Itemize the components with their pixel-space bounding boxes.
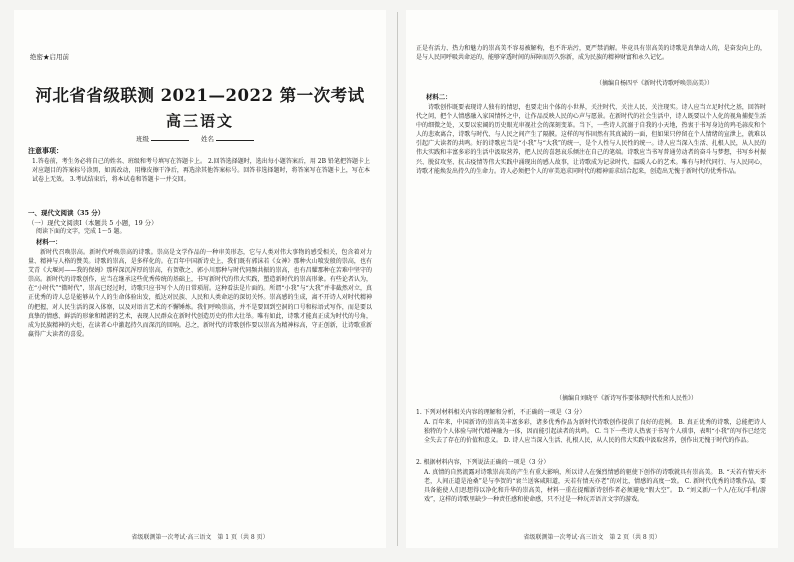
material-one-source: （摘编自杨四平《新时代诗歌呼唤崇高美》）	[596, 80, 714, 87]
reading-instruction: 阅读下面的文字，完成 1～5 题。	[36, 228, 126, 235]
material-two-label: 材料二：	[426, 93, 452, 101]
exam-page-right	[406, 10, 778, 548]
question-1: 1. 下列对材料相关内容的理解和分析，不正确的一项是（3 分）	[416, 409, 586, 416]
question-2: 2. 根据材料内容，下列说法正确的一项是（3 分）	[416, 459, 550, 466]
name-label: 姓名	[201, 135, 215, 143]
exam-title: 河北省省级联测 2021—2022 第一次考试	[35, 86, 365, 105]
material-one-text: 新时代召唤崇高。新时代呼唤崇高的诗歌。崇高是文学作品的一种审美形态，它与人类对伟大事物的感受相关，包含着对力量、精神与人格的赞美。诗歌的崇高，是多样化的。在百年中国新诗史上，我们既有郭沫若《女神》那种火山喷发般的崇高，也有艾青《大堰河——我的保姆》那样深沉浑厚的崇高，有贺敬之、郭小川那种与时代同频共振的崇高，也有昌耀那种在苦难中坚守的崇高。新时代的诗歌创作，应当在继承这些优秀传统的基础上，书写新时代的伟大实践，塑造新时代的崇高形象。有些论者认为，在“小时代”“微时代”，崇高已经过时，诗歌只应书写个人的日常琐屑。这种看法是片面的。所谓“小我”与“大我”并非截然对立，真正优秀的诗人总是能够从个人的生命体验出发，抵达对民族、人民和人类命运的深切关怀。崇高感的生成，离不开诗人对时代精神的把握，对人民生活的深入体察，以及对语言艺术的不懈锤炼。我们呼唤崇高，并不是要回到空洞的口号和标语式写作，而是要以真挚的情感、鲜活的形象和精湛的艺术，表现人民群众在新时代创造历史的伟大壮举。唯有如此，诗歌才能真正成为时代的号角，成为民族精神的火炬，在读者心中激起持久而深沉的回响。总之，新时代的诗歌创作要以崇高为精神标高，守正创新，让诗歌重新赢得广大读者的喜爱。	[28, 249, 372, 338]
student-info-fields	[14, 134, 386, 143]
notice-heading: 注意事项：	[28, 146, 63, 155]
class-blank	[151, 134, 189, 141]
page-divider	[397, 12, 398, 546]
notice-text: 1.答卷前，考生务必将自己的姓名、班级和考号填写在答题卡上。 2.回答选择题时，选出每小题答案后，用 2B 铅笔把答题卡上对应题目的答案标号涂黑，如需改动，用橡皮擦干净后，再选涂其他答案标号。回答非选择题时，将答案写在答题卡上，写在本试卷上无效。 3.考试结束后，将本试卷和答题卡一并交回。	[32, 158, 370, 184]
material-one-label: 材料一：	[36, 238, 62, 246]
question-2-options: A. 真情的自然流露对诗歌崇高美的产生有重大影响，所以诗人在强烈情感的驱使下创作的诗歌就具有崇高美。 B. “天若有情天亦老，人间正道是沧桑”是与李贺的“衰兰送客咸阳道，天若有情天亦老”的对比，情感的高度一致。 C. 新时代优秀的诗歌作品，要具备能使人们思想得以净化和升华的崇高美，材料一重在提醒新诗创作者必须避免“假大空”。 D. “刘义新/一个人/在玩/手机/游戏”，这样的诗歌里缺少一种责任感和使命感，只不过是一种玩弄语言文字的游戏。	[424, 469, 766, 504]
material-two-source: （摘编自刘晓平《新诗写作要体现时代性和人民性》）	[556, 395, 698, 402]
subsection-heading: （一）现代文阅读Ⅰ（本题共 5 小题，19 分）	[28, 219, 158, 227]
material-two-text: 诗歌创作既要表现诗人独有的情思，也要走出个体的小世界，关注时代、关注人民、关注现实。诗人应当立足时代之基，回答时代之问，把个人情感融入家国情怀之中，让作品反映人民的心声与愿景。在新时代的社会生活中，诗人既要以个人化的视角捕捉生活中的细微之处，又要以宏阔的历史眼光审视社会的深刻变革。当下，一些诗人沉溺于自我的小天地，热衷于书写身边的鸡毛蒜皮和个人的悲欢离合，诗歌与时代、与人民之间产生了隔膜。这样的写作固然有其真诚的一面，但如果只停留在个人情绪的宣泄上，就难以引起广大读者的共鸣。好的诗歌应当是“小我”与“大我”的统一，是个人性与人民性的统一。诗人应当深入生活、扎根人民，从人民的伟大实践和丰富多彩的生活中汲取营养，把人民的喜怒哀乐倾注在自己的笔端。诗歌应当书写普通劳动者的奋斗与梦想，书写乡村振兴、脱贫攻坚、抗击疫情等伟大实践中涌现出的感人故事，让诗歌成为记录时代、温暖人心的艺术。唯有与时代同行、与人民同心，诗歌才能焕发出持久的生命力。诗人必须把个人的审美追求同时代的精神需求结合起来，创造出无愧于新时代的优秀作品。	[416, 104, 766, 175]
name-blank	[216, 134, 254, 141]
question-1-options: A. 百年来，中国新诗的崇高美丰富多彩，诸多优秀作品为新时代诗歌创作提供了良好的范例。 B. 真正优秀的诗歌，总能把诗人独特的个人体验与时代精神融为一体，因而能引起读者的共鸣。 C. 当下一些诗人热衷于书写个人琐事，表明“小我”的写作已经完全失去了存在的价值和意义。 D. 诗人应当深入生活、扎根人民，从人民的伟大实践中汲取营养，创作出无愧于时代的作品。	[424, 419, 766, 445]
class-label: 班级	[135, 135, 149, 143]
section-heading: 一、现代文阅读（35 分）	[28, 209, 105, 217]
exam-subject: 高三语文	[165, 112, 234, 130]
material-one-continued: 正是有活力、热力和魅力的崇高美不容易被解构，也不许玷污，更严禁消解。毕竟具有崇高美的诗歌是真挚动人的，是奋发向上的，是与人民同呼吸共命运的，能够穿透时间的屏障而历久弥新，成为民族的精神财富和永久记忆。	[416, 45, 766, 62]
exam-page-left	[14, 10, 386, 548]
page-footer-right: 省级联测第一次考试·高三语文 第 2 页（共 8 页）	[523, 534, 661, 541]
page-footer-left: 省级联测第一次考试·高三语文 第 1 页（共 8 页）	[131, 534, 269, 541]
secret-mark: 绝密★启用前	[30, 53, 69, 61]
